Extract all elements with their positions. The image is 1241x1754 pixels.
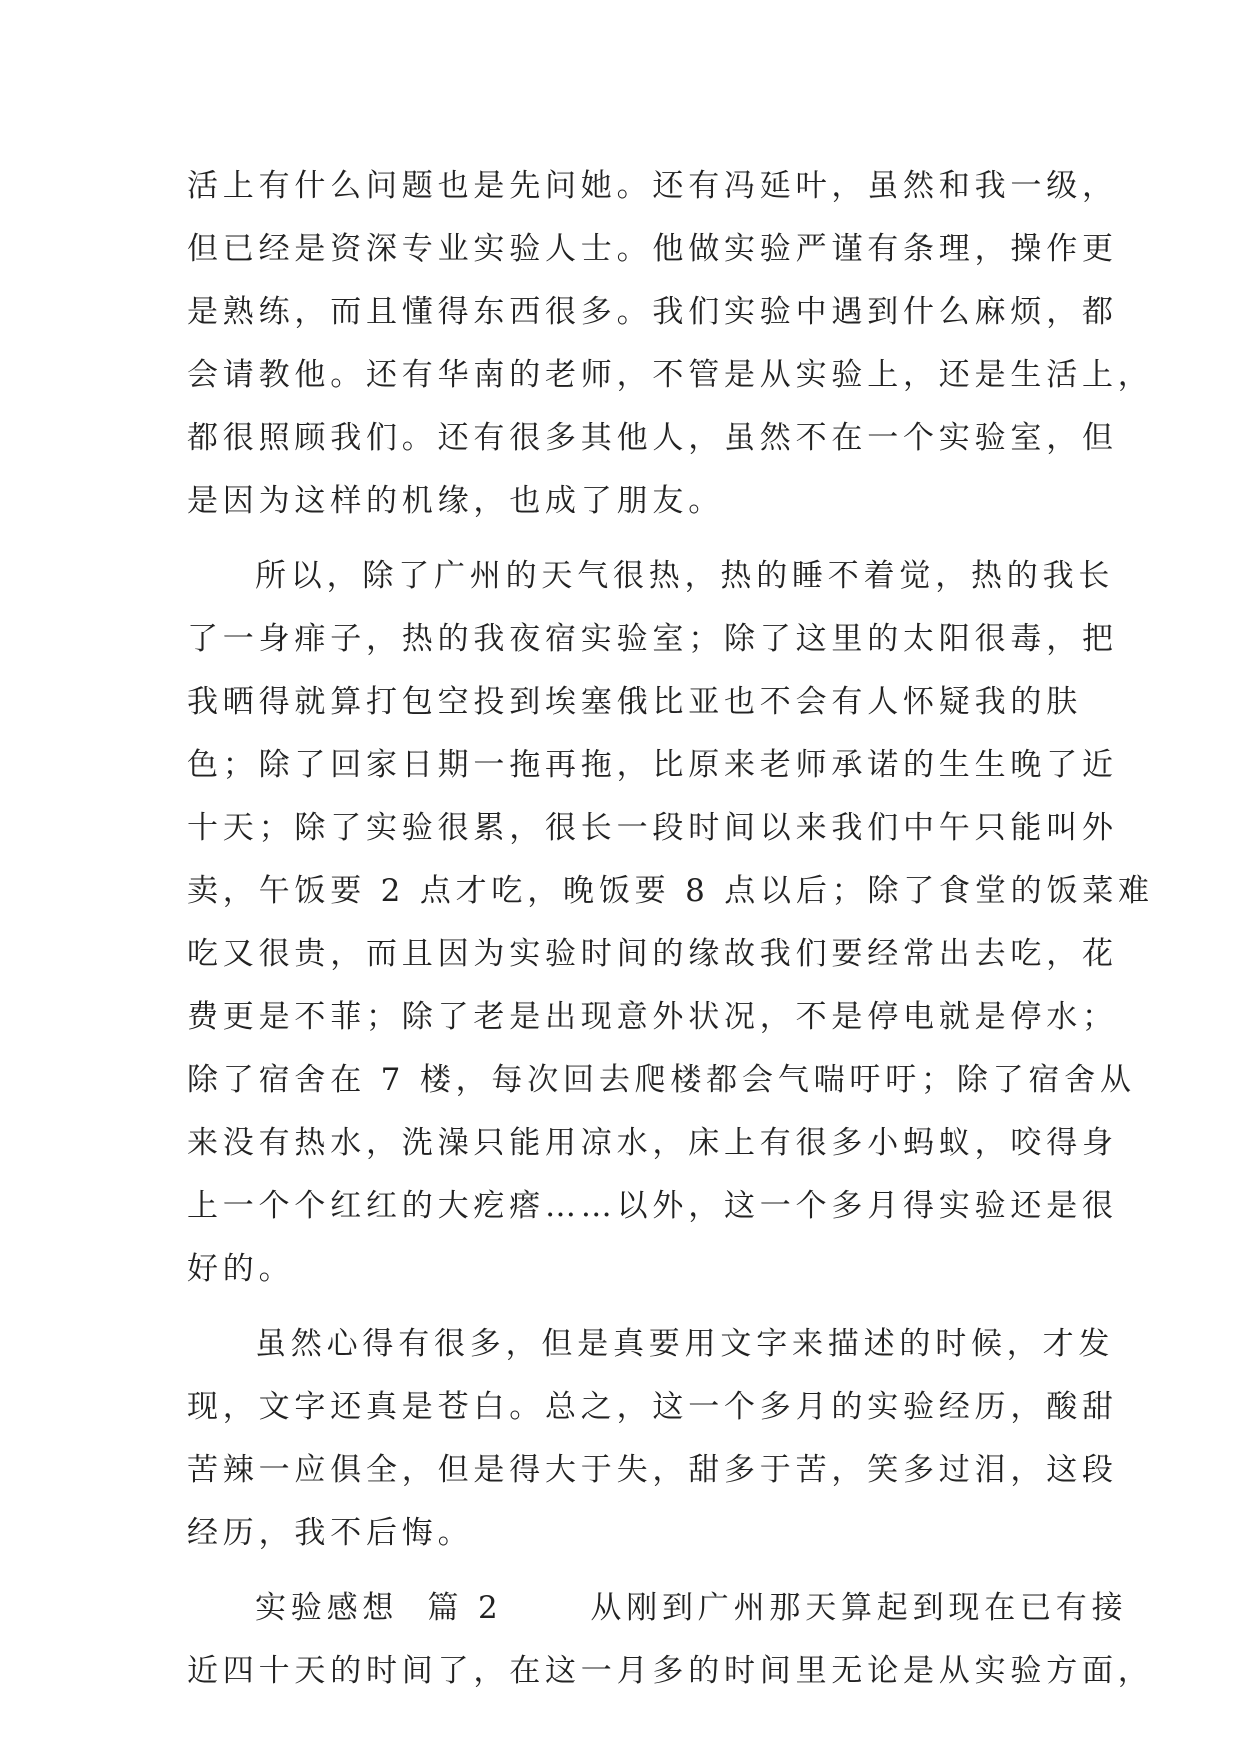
paragraph-3	[187, 1313, 1118, 1565]
text-line: 活上有什么问题也是先问她。还有冯延叶，虽然和我一级，	[187, 168, 1118, 204]
text-line: 现，文字还真是苍白。总之，这一个多月的实验经历，酸甜	[187, 1389, 1118, 1425]
text-line: 经历，我不后悔。	[187, 1515, 474, 1551]
text-line: 所以，除了广州的天气很热，热的睡不着觉，热的我长	[255, 558, 1115, 594]
text-line: 色；除了回家日期一拖再拖，比原来老师承诺的生生晚了近	[187, 747, 1118, 783]
text-line: 实验感想 篇 2 从刚到广州那天算起到现在已有接	[255, 1590, 1128, 1626]
text-line: 来没有热水，洗澡只能用凉水，床上有很多小蚂蚁，咬得身	[187, 1125, 1118, 1161]
text-line: 是熟练，而且懂得东西很多。我们实验中遇到什么麻烦，都	[187, 294, 1118, 330]
paragraph-2	[187, 545, 1154, 1301]
text-line: 我晒得就算打包空投到埃塞俄比亚也不会有人怀疑我的肤	[187, 684, 1082, 720]
text-line: 除了宿舍在 7 楼，每次回去爬楼都会气喘吁吁；除了宿舍从	[187, 1062, 1136, 1098]
text-line: 都很照顾我们。还有很多其他人，虽然不在一个实验室，但	[187, 420, 1118, 456]
text-line: 上一个个红红的大疙瘩……以外，这一个多月得实验还是很	[187, 1188, 1118, 1224]
text-line: 苦辣一应俱全，但是得大于失，甜多于苦，笑多过泪，这段	[187, 1452, 1118, 1488]
text-line: 费更是不菲；除了老是出现意外状况，不是停电就是停水；	[187, 999, 1118, 1035]
text-line: 好的。	[187, 1251, 295, 1287]
text-line: 吃又很贵，而且因为实验时间的缘故我们要经常出去吃，花	[187, 936, 1118, 972]
text-line: 了一身痱子，热的我夜宿实验室；除了这里的太阳很毒，把	[187, 621, 1118, 657]
text-line: 近四十天的时间了，在这一月多的时间里无论是从实验方面，	[187, 1653, 1154, 1689]
text-line: 十天；除了实验很累，很长一段时间以来我们中午只能叫外	[187, 810, 1118, 846]
paragraph-4	[187, 1577, 1154, 1703]
text-line: 但已经是资深专业实验人士。他做实验严谨有条理，操作更	[187, 231, 1118, 267]
text-line: 卖，午饭要 2 点才吃，晚饭要 8 点以后；除了食堂的饭菜难	[187, 873, 1154, 909]
text-line: 会请教他。还有华南的老师，不管是从实验上，还是生活上，	[187, 357, 1154, 393]
text-line: 虽然心得有很多，但是真要用文字来描述的时候，才发	[255, 1326, 1115, 1362]
paragraph-1	[187, 155, 1154, 533]
text-line: 是因为这样的机缘，也成了朋友。	[187, 483, 724, 519]
document-body	[187, 155, 1154, 1703]
